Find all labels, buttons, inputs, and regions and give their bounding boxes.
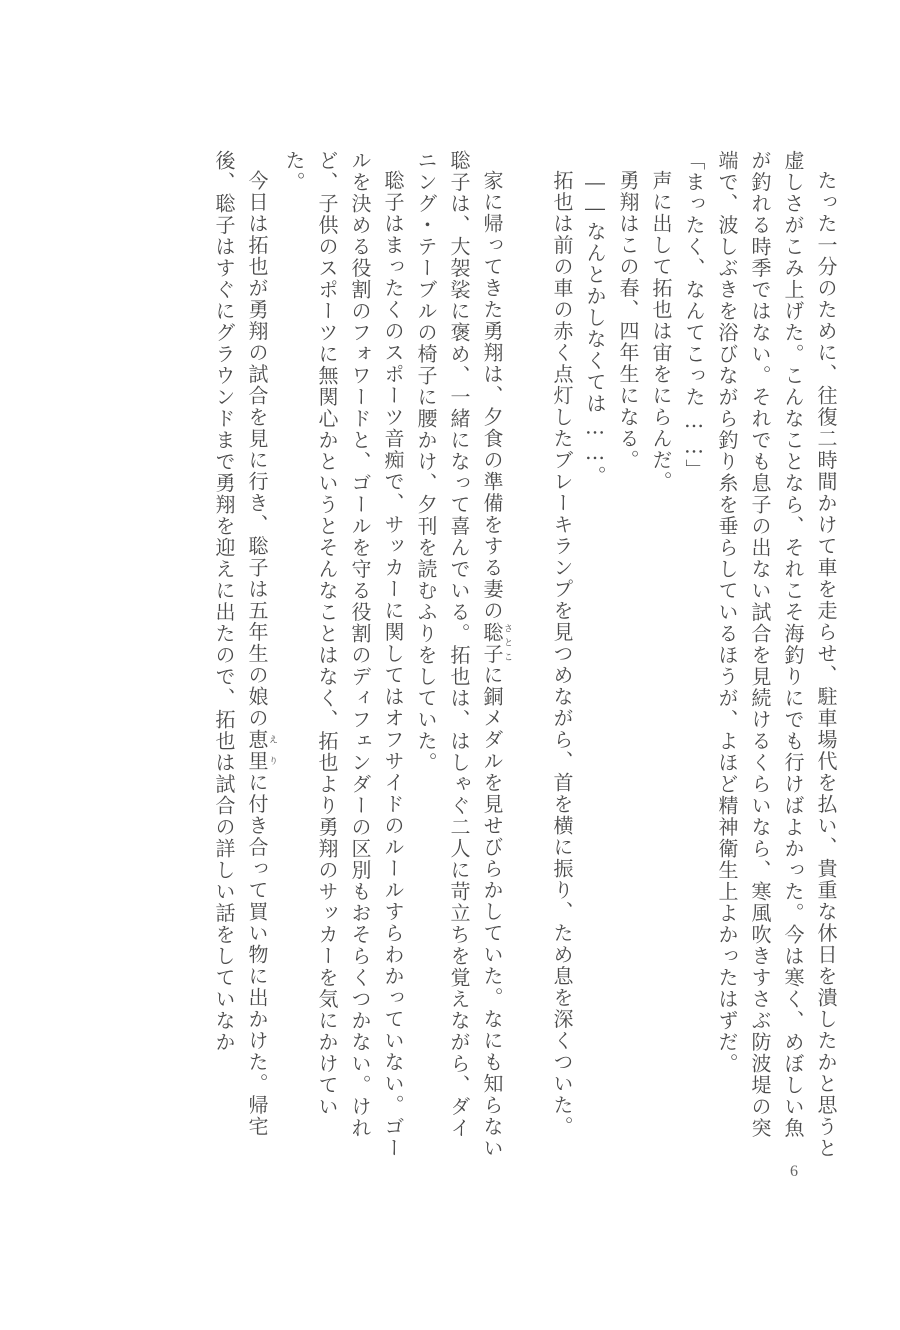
ruby-annotation: 聡子さとこ — [480, 621, 512, 665]
dialogue-line: 「まったく、なんてこった……」 — [682, 150, 706, 481]
paragraph-2: 声に出して拓也は宙をにらんだ。 — [649, 170, 673, 493]
paragraph-1: たった一分のために、往復二時間かけて車を走らせ、駐車場代を払い、貴重な休日を潰したかと思うと虚しさがこみ上げた。こんなことなら、それこそ海釣りにでも行けばよかった。今は寒く、めぼしい魚が釣れる時季ではない。それでも息子の出ない試合を見続けるくらいなら、寒風吹きすさぶ防波堤の突端で、波しぶきを浴びながら釣り糸を垂らしているほうが、よほど精神衛生上よかったはずだ。 — [715, 150, 838, 1159]
page-number: 6 — [790, 1163, 798, 1180]
section-break — [512, 150, 545, 1160]
paragraph-4: 拓也は前の車の赤く点灯したブレーキランプを見つめながら、首を横に振り、ため息を深くついた。 — [550, 170, 574, 1138]
paragraph-7: 今日は拓也が勇翔の試合を見に行き、聡子は五年生の娘の恵里えりに付き合って買い物に出かけた。帰宅後、聡子はすぐにグラウンドまで勇翔を迎えに出たので、拓也は試合の詳しい話をしていなか — [212, 150, 277, 1138]
ruby-reading: えり — [267, 729, 277, 772]
inner-thought-line: ――なんとかしなくては……。 — [583, 170, 607, 487]
paragraph-5: 家に帰ってきた勇翔は、夕食の準備をする妻の聡子さとこに銅メダルを見せびらかしていた。なにも知らない聡子は、大袈裟に褒め、一緒になって喜んでいる。拓也は、はしゃぐ二人に苛立ちを覚えながら、ダイニング・テーブルの椅子に腰かけ、夕刊を読むふりをしていた。 — [414, 150, 512, 1159]
vertical-text-body — [52, 150, 842, 1160]
paragraph-3: 勇翔はこの春、四年生になる。 — [616, 170, 640, 471]
paragraph-6: 聡子はまったくのスポーツ音痴で、サッカーに関してはオフサイドのルールすらわかっていない。ゴールを決める役割のフォワードと、ゴールを守る役割のディフェンダーの区別もおそらくつかない。けれど、子供のスポーツに無関心かというとそんなことはなく、拓也より勇翔のサッカーを気にかけていた。 — [282, 150, 405, 1159]
ruby-reading: さとこ — [502, 621, 512, 665]
ruby-annotation: 恵里えり — [245, 729, 277, 772]
